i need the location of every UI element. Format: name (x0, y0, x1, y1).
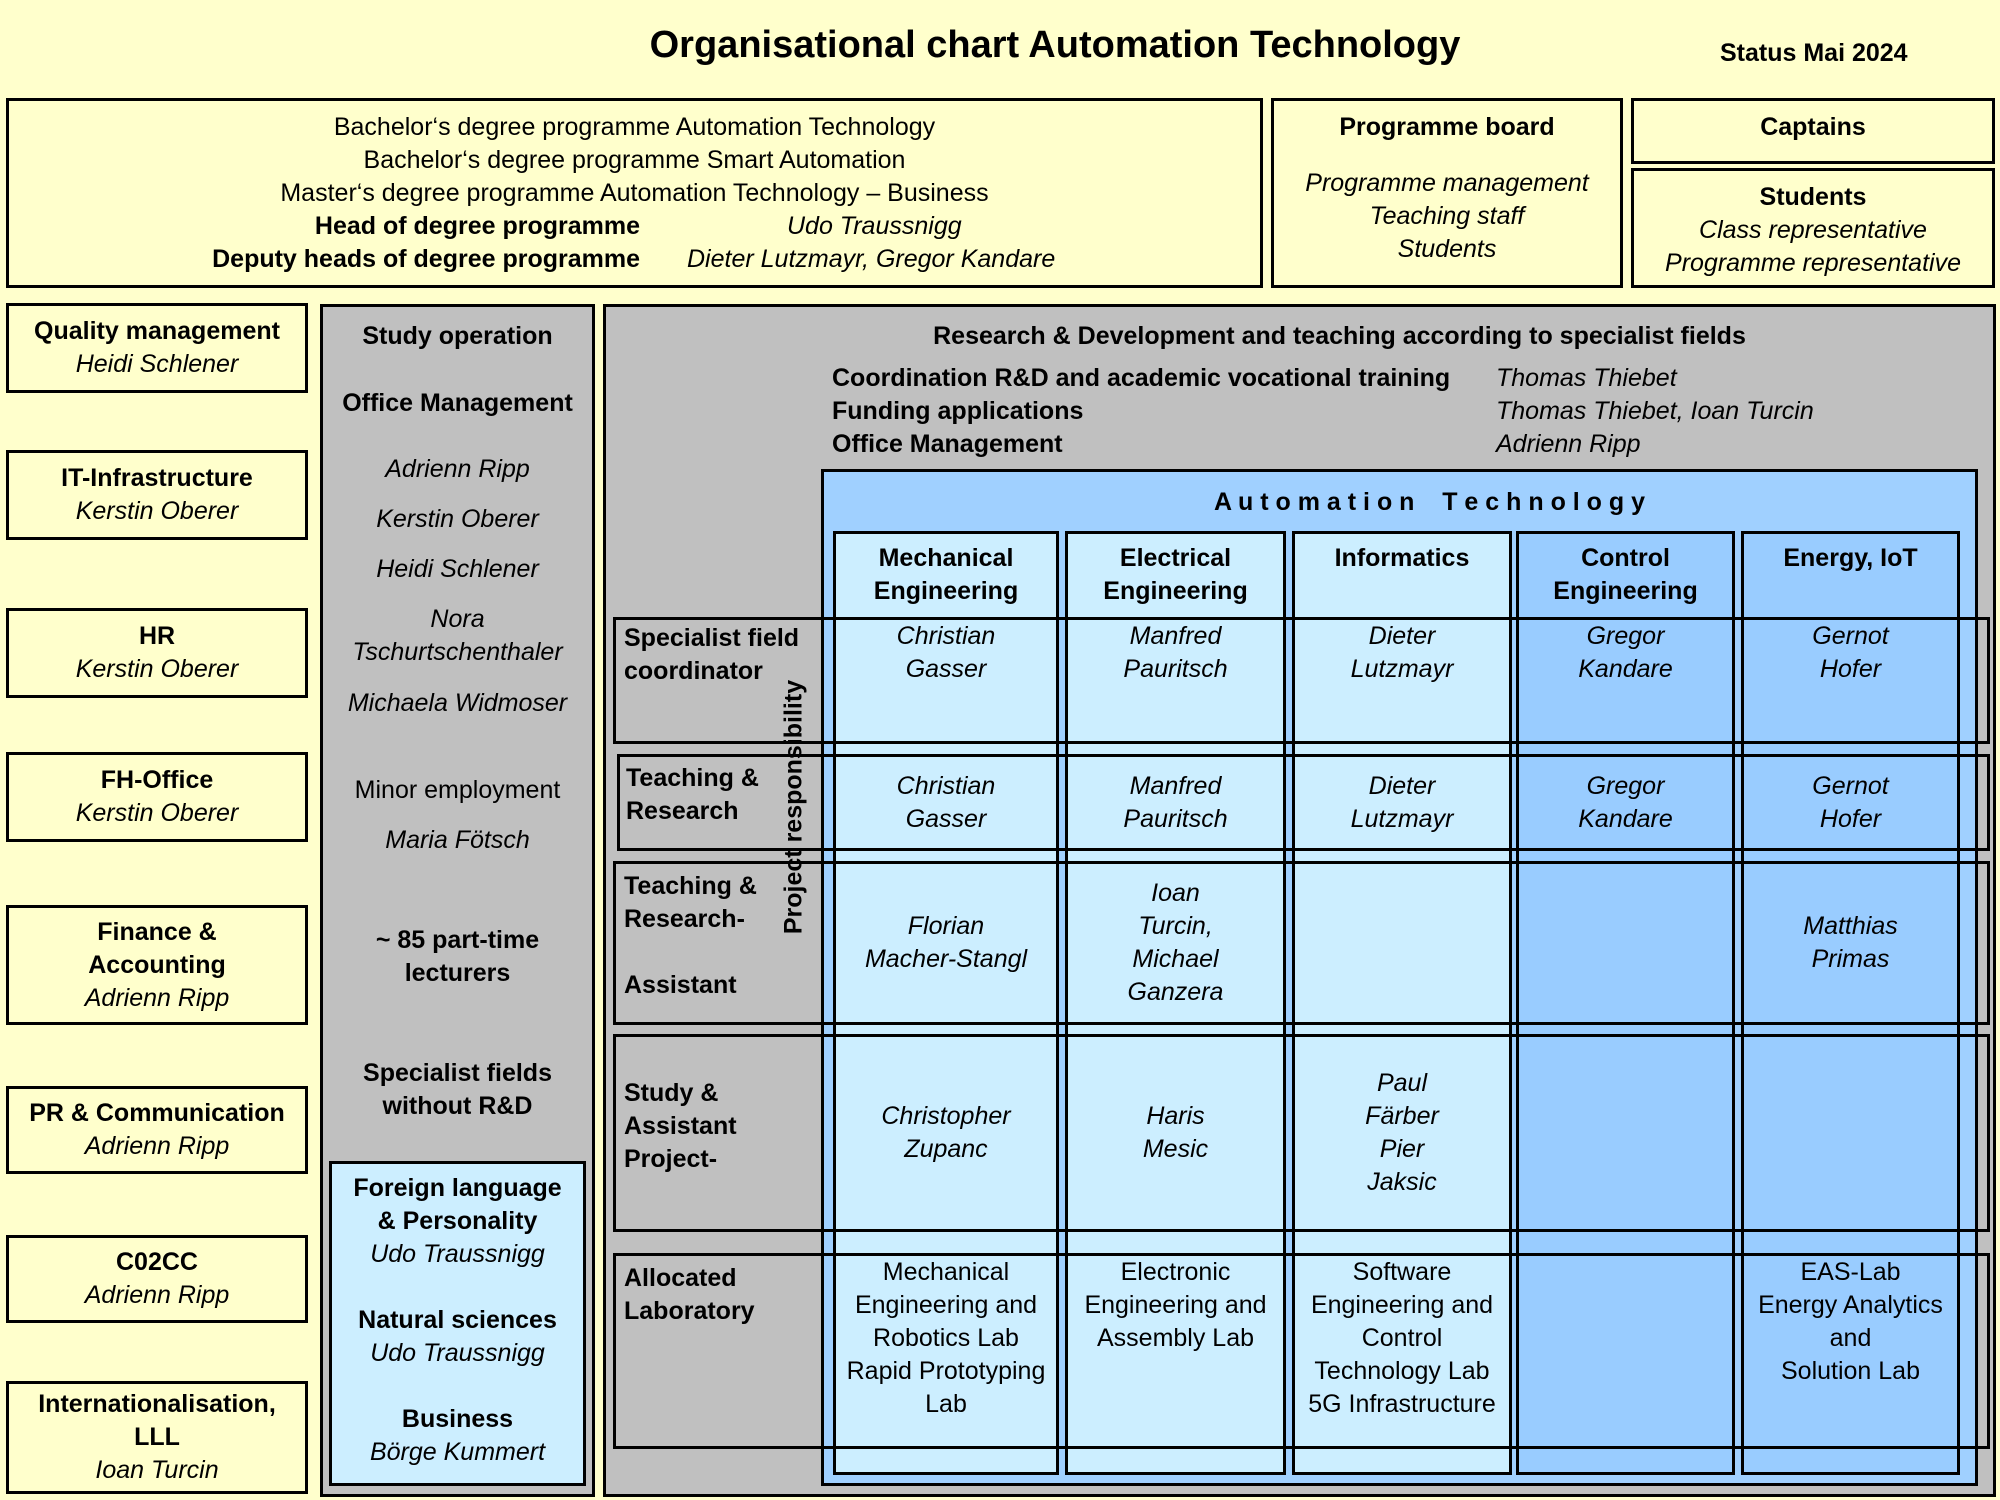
grid-cell (1519, 757, 1732, 848)
programme-line: Master‘s degree programme Automation Technology – Business (280, 179, 989, 207)
grid-cell-line: Mesic (1142, 1135, 1209, 1163)
column-header: Engineering (1553, 577, 1698, 605)
row-label: Allocated (624, 1264, 737, 1292)
box-name: Adrienn Ripp (84, 1132, 230, 1160)
grid-cell-line: Gernot (1812, 771, 1889, 800)
grid-cell-line: Gasser (905, 804, 987, 833)
row-label: Teaching & (624, 872, 757, 900)
deputy-label: Deputy heads of degree programme (212, 245, 640, 273)
grid-cell-line: Engineering and (854, 1291, 1038, 1319)
field-title: & Personality (377, 1207, 538, 1235)
programme-board-title: Programme board (1339, 113, 1555, 141)
minor-employment-label: Minor employment (354, 776, 561, 804)
grid-cell (836, 1256, 1056, 1418)
grid-cell (836, 757, 1056, 848)
programme-line: Bachelor‘s degree programme Smart Automation (363, 146, 906, 174)
grid-cell (1519, 620, 1732, 688)
staff-name: Adrienn Ripp (385, 455, 530, 483)
grid-cell-line: Technology Lab (1314, 1357, 1490, 1385)
grid-cell-line: Zupanc (904, 1135, 988, 1163)
lecturers-label: lecturers (404, 959, 511, 987)
internationalisation-box (6, 1381, 308, 1494)
status-label: Status Mai 2024 (1720, 39, 1908, 67)
grid-cell-line: Mechanical (882, 1258, 1010, 1286)
board-item: Programme management (1305, 169, 1589, 197)
grid-cell-line: Turcin, (1138, 912, 1213, 940)
grid-cell-line: Control (1361, 1324, 1443, 1352)
lecturers-label: ~ 85 part-time (375, 926, 540, 954)
box-name: Heidi Schlener (75, 350, 239, 378)
field-title: Business (401, 1405, 514, 1433)
grid-cell-line: Pauritsch (1123, 655, 1228, 683)
fh-office-box (6, 752, 308, 842)
programme-line: Bachelor‘s degree programme Automation Technology (333, 113, 936, 141)
box-title: IT-Infrastructure (61, 464, 253, 492)
grid-cell-line: Kandare (1578, 655, 1673, 683)
grid-cell (1295, 620, 1509, 688)
study-operation-title: Study operation (362, 322, 553, 350)
row-label: Study & (624, 1079, 719, 1107)
grid-cell (1068, 864, 1283, 1022)
row-label: Project- (624, 1145, 718, 1173)
box-name: Kerstin Oberer (75, 799, 239, 827)
column-header: Informatics (1334, 544, 1470, 572)
it-infrastructure-box (6, 450, 308, 540)
box-title-line: Finance & (97, 917, 217, 946)
students-item: Class representative (1699, 216, 1927, 244)
grid-cell-line: Rapid Prototyping (846, 1357, 1046, 1385)
box-title-line: Accounting (88, 950, 226, 979)
grid-cell-line: Jaksic (1367, 1168, 1437, 1196)
study-operation-box (320, 304, 595, 1497)
column-header: Mechanical (878, 544, 1014, 572)
box-title-line: Internationalisation, (38, 1390, 276, 1418)
hr-box (6, 608, 308, 698)
rd-row-value: Adrienn Ripp (1496, 430, 1641, 458)
automation-technology-title: A u t o m a t i o n T e c h n o l o g y (1213, 488, 1646, 516)
board-item: Students (1397, 235, 1497, 263)
grid-cell-line: Ioan (1151, 879, 1200, 907)
box-name: Kerstin Oberer (75, 655, 239, 683)
box-title-line: LLL (134, 1423, 180, 1451)
quality-management-box (6, 303, 308, 393)
grid-cell (1068, 620, 1283, 688)
grid-cell-line: Gregor (1586, 622, 1665, 650)
grid-cell (836, 864, 1056, 1022)
finance-accounting-box (6, 905, 308, 1025)
staff-name: Michaela Widmoser (347, 689, 568, 717)
grid-cell-line: Solution Lab (1780, 1357, 1920, 1385)
grid-cell-line: Pauritsch (1123, 804, 1228, 833)
board-item: Teaching staff (1369, 202, 1525, 230)
deputy-names: Dieter Lutzmayr, Gregor Kandare (687, 245, 1056, 273)
staff-name: Heidi Schlener (376, 555, 539, 583)
box-title: FH-Office (100, 766, 214, 794)
box-title: PR & Communication (29, 1099, 285, 1127)
programmes-box (6, 98, 1263, 288)
column-header: Control (1581, 544, 1670, 572)
grid-cell-line: Färber (1365, 1102, 1439, 1130)
box-name: Adrienn Ripp (84, 1281, 230, 1309)
programme-board-box (1271, 98, 1623, 288)
field-title: Natural sciences (358, 1306, 557, 1334)
rd-row-value: Thomas Thiebet (1496, 364, 1677, 392)
row-label: Assistant (624, 971, 737, 999)
students-box (1631, 168, 1995, 288)
column-header: Engineering (1103, 577, 1248, 605)
column-header: Energy, IoT (1783, 544, 1918, 572)
row-label: coordinator (624, 657, 763, 685)
grid-cell (1744, 1256, 1957, 1406)
grid-cell-line: 5G Infrastructure (1308, 1390, 1496, 1418)
grid-cell (1068, 757, 1283, 848)
grid-cell (1295, 1256, 1509, 1418)
grid-cell-line: Kandare (1578, 804, 1673, 833)
row-label-spacer (624, 936, 757, 969)
grid-cell (1744, 620, 1957, 688)
grid-cell-line: Electronic (1120, 1258, 1231, 1286)
grid-cell-line: Paul (1376, 1069, 1428, 1097)
box-title: C02CC (116, 1248, 198, 1276)
grid-cell-line: Gregor (1586, 771, 1665, 800)
grid-cell-line: Gasser (905, 655, 987, 683)
row-label: Research (626, 797, 739, 825)
grid-cell-line: Dieter (1368, 622, 1436, 650)
grid-cell-line: Hofer (1819, 655, 1882, 683)
specialist-fields-box (329, 1161, 586, 1486)
head-label: Head of degree programme (314, 212, 640, 240)
field-name: Börge Kummert (369, 1438, 546, 1466)
project-responsibility-label: Project responsibility (779, 679, 808, 935)
field-name: Udo Traussnigg (370, 1240, 545, 1268)
grid-cell (1068, 1256, 1283, 1406)
grid-cell-line: Robotics Lab (873, 1324, 1019, 1352)
students-title: Students (1759, 183, 1867, 211)
box-title: HR (138, 622, 176, 650)
grid-cell-line: Hofer (1819, 804, 1882, 833)
grid-cell-line: Christopher (881, 1102, 1011, 1130)
rd-row-label: Funding applications (832, 397, 1084, 425)
grid-cell (836, 620, 1056, 688)
grid-cell-line: Lab (925, 1390, 967, 1418)
head-name: Udo Traussnigg (787, 212, 962, 240)
rd-title: Research & Development and teaching according to specialist fields (933, 322, 1746, 350)
grid-cell-line: Manfred (1129, 622, 1222, 650)
grid-cell-line: Michael (1132, 945, 1219, 973)
grid-cell-line: and (1829, 1324, 1872, 1352)
row-label: Specialist field (624, 624, 800, 652)
grid-cell-line: Engineering and (1084, 1291, 1267, 1319)
column-header: Electrical (1119, 544, 1232, 572)
specialist-fields-label: Specialist fields (363, 1059, 552, 1087)
staff-name: Tschurtschenthaler (352, 638, 563, 666)
grid-cell-line: Ganzera (1127, 978, 1224, 1006)
grid-cell-line: Gernot (1812, 622, 1889, 650)
field-title: Foreign language (353, 1174, 562, 1202)
grid-cell (1295, 1037, 1509, 1229)
staff-name: Nora (430, 605, 485, 633)
grid-cell-line: Lutzmayr (1350, 804, 1454, 833)
grid-cell-line: Engineering and (1310, 1291, 1494, 1319)
rd-row-label: Office Management (832, 430, 1063, 458)
captains-title: Captains (1760, 113, 1866, 141)
minor-employment-name: Maria Fötsch (385, 826, 530, 854)
row-label: Laboratory (624, 1297, 755, 1325)
grid-cell-line: Manfred (1129, 771, 1222, 800)
grid-cell (836, 1037, 1056, 1229)
grid-cell-line: Primas (1811, 945, 1890, 973)
box-title: Quality management (34, 317, 280, 345)
grid-cell-line: Matthias (1803, 912, 1898, 940)
grid-cell-line: Christian (896, 622, 996, 650)
students-item: Programme representative (1665, 249, 1961, 277)
grid-cell-line: Assembly Lab (1096, 1324, 1255, 1352)
grid-cell-line: Florian (907, 912, 985, 940)
grid-cell (1744, 864, 1957, 1022)
rd-row-value: Thomas Thiebet, Ioan Turcin (1496, 397, 1814, 425)
grid-cell (1744, 757, 1957, 848)
rd-row-label: Coordination R&D and academic vocational training (832, 364, 1451, 392)
grid-cell-line: Haris (1146, 1102, 1205, 1130)
box-name: Kerstin Oberer (75, 497, 239, 525)
grid-cell (1068, 1037, 1283, 1229)
grid-cell-line: Pier (1379, 1135, 1425, 1163)
row-label: Assistant (624, 1112, 737, 1140)
staff-name: Kerstin Oberer (376, 505, 539, 533)
grid-cell-line: EAS-Lab (1800, 1258, 1901, 1286)
page-title: Organisational chart Automation Technology (649, 24, 1461, 66)
grid-cell-line: Macher-Stangl (864, 945, 1028, 973)
grid-cell-line: Dieter (1368, 771, 1436, 800)
grid-cell-line: Christian (896, 771, 996, 800)
pr-communication-box (6, 1086, 308, 1174)
grid-cell-line: Software (1352, 1258, 1452, 1286)
row-label: Research- (624, 905, 745, 933)
field-name: Udo Traussnigg (370, 1339, 545, 1367)
box-name: Adrienn Ripp (84, 983, 230, 1012)
grid-cell-line: Lutzmayr (1350, 655, 1454, 683)
grid-cell-line: Energy Analytics (1758, 1291, 1943, 1319)
column-header: Engineering (873, 577, 1019, 605)
row-label: Teaching & (626, 764, 759, 792)
grid-cell (1295, 757, 1509, 848)
c02cc-box (6, 1235, 308, 1323)
office-management-title: Office Management (342, 389, 573, 417)
captains-box (1631, 98, 1995, 164)
box-name: Ioan Turcin (95, 1456, 219, 1484)
specialist-fields-label: without R&D (382, 1092, 533, 1120)
